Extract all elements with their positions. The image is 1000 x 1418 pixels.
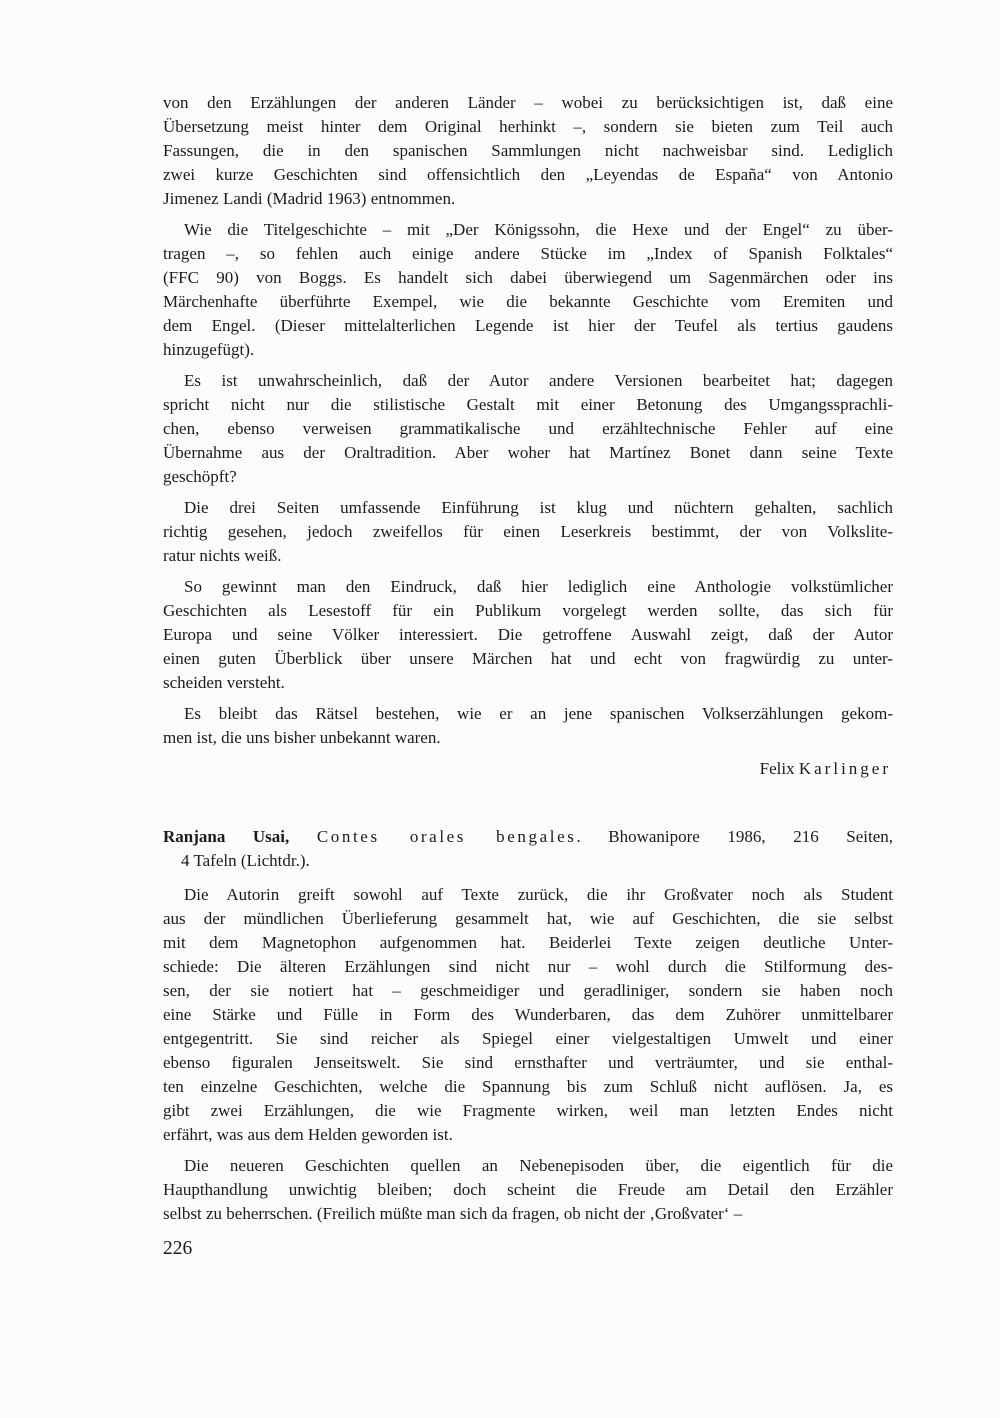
text-line: Übernahme aus der Oraltradition. Aber woher hat Martínez Bonet dann seine Texte: [163, 443, 893, 462]
book-review-heading: [163, 825, 893, 873]
signature-family-name: Karlinger: [798, 759, 891, 778]
text-line: Übersetzung meist hinter dem Original herhinkt –, sondern sie bieten zum Teil auch: [163, 117, 893, 136]
text-line: aus der mündlichen Überlieferung gesammelt hat, wie auf Geschichten, die sie selbst: [163, 909, 893, 928]
text-line: dem Engel. (Dieser mittelalterlichen Legende ist hier der Teufel als tertius gaudens: [163, 316, 893, 335]
paragraph: [163, 702, 893, 750]
text-line: So gewinnt man den Eindruck, daß hier lediglich eine Anthologie volkstümlicher: [184, 577, 893, 596]
review-title: Contes orales bengales: [316, 827, 577, 846]
text-line: selbst zu beherrschen. (Freilich müßte man sich da fragen, ob nicht der ‚Großvater‘ –: [163, 1204, 743, 1223]
page-number: 226: [163, 1238, 193, 1259]
text-line: gibt zwei Erzählungen, die wie Fragmente wirken, weil man letzten Endes nicht: [163, 1101, 893, 1120]
review-imprint: . Bhowanipore 1986, 216 Seiten,: [576, 827, 894, 846]
signature-given-name: Felix: [759, 759, 795, 778]
text-line: scheiden versteht.: [163, 673, 285, 692]
text-line: von den Erzählungen der anderen Länder – wobei zu berücksichtigen ist, daß eine: [163, 93, 893, 112]
text-line: Jimenez Landi (Madrid 1963) entnommen.: [163, 189, 456, 208]
text-line: richtig gesehen, jedoch zweifellos für einen Leserkreis bestimmt, der von Volkslite-: [163, 522, 893, 541]
paragraph: [163, 496, 893, 568]
review-heading-continuation: 4 Tafeln (Lichtdr.).: [181, 851, 310, 870]
text-line: Fassungen, die in den spanischen Sammlungen nicht nachweisbar sind. Lediglich: [163, 141, 893, 160]
text-line: chen, ebenso verweisen grammatikalische und erzähltechnische Fehler auf eine: [163, 419, 893, 438]
text-line: zwei kurze Geschichten sind offensichtlich den „Leyendas de España“ von Antonio: [163, 165, 893, 184]
text-line: einen guten Überblick über unsere Märchen hat und echt von fragwürdig zu unter-: [163, 649, 893, 668]
text-line: men ist, die uns bisher unbekannt waren.: [163, 728, 441, 747]
text-line: mit dem Magnetophon aufgenommen hat. Beiderlei Texte zeigen deutliche Unter-: [163, 933, 893, 952]
paragraph: [163, 218, 893, 362]
text-line: (FFC 90) von Boggs. Es handelt sich dabei überwiegend um Sagenmärchen oder ins: [163, 268, 893, 287]
text-line: eine Stärke und Fülle in Form des Wunderbaren, das dem Zuhörer unmittelbarer: [163, 1005, 893, 1024]
text-line: schiede: Die älteren Erzählungen sind nicht nur – wohl durch die Stilformung des-: [163, 957, 893, 976]
text-line: Märchenhafte überführte Exempel, wie die bekannte Geschichte vom Eremiten und: [163, 292, 893, 311]
text-line: ebenso figuralen Jenseitswelt. Sie sind ernsthafter und verträumter, und sie enthal-: [163, 1053, 893, 1072]
paragraph: [163, 575, 893, 695]
text-line: Die drei Seiten umfassende Einführung ist klug und nüchtern gehalten, sachlich: [184, 498, 893, 517]
text-line: Geschichten als Lesestoff für ein Publikum vorgelegt werden sollte, das sich für: [163, 601, 893, 620]
text-line: Europa und seine Völker interessiert. Die getroffene Auswahl zeigt, daß der Autor: [163, 625, 893, 644]
paragraph: [163, 1154, 893, 1226]
text-line: ratur nichts weiß.: [163, 546, 282, 565]
review-author: Ranjana Usai,: [163, 827, 290, 846]
text-block: [163, 91, 893, 1233]
text-line: Die Autorin greift sowohl auf Texte zurück, die ihr Großvater noch als Student: [184, 885, 893, 904]
text-line: Es ist unwahrscheinlich, daß der Autor andere Versionen bearbeitet hat; dagegen: [184, 371, 893, 390]
text-line: sen, der sie notiert hat – geschmeidiger und geradliniger, sondern sie haben noch: [163, 981, 893, 1000]
text-line: Haupthandlung unwichtig bleiben; doch scheint die Freude am Detail den Erzähler: [163, 1180, 893, 1199]
text-line: Es bleibt das Rätsel bestehen, wie er an jene spanischen Volkserzählungen gekom-: [184, 704, 893, 723]
reviewer-signature: [163, 757, 891, 781]
review-heading-line: [163, 825, 893, 849]
text-line: tragen –, so fehlen auch einige andere Stücke im „Index of Spanish Folktales“: [163, 244, 893, 263]
text-line: ten einzelne Geschichten, welche die Spannung bis zum Schluß nicht auflösen. Ja, es: [163, 1077, 893, 1096]
paragraph: [163, 369, 893, 489]
text-line: hinzugefügt).: [163, 340, 255, 359]
paragraph: [163, 883, 893, 1147]
text-line: erfährt, was aus dem Helden geworden ist.: [163, 1125, 453, 1144]
text-line: spricht nicht nur die stilistische Gestalt mit einer Betonung des Umgangssprachli-: [163, 395, 893, 414]
text-line: Die neueren Geschichten quellen an Nebenepisoden über, die eigentlich für die: [184, 1156, 893, 1175]
paragraph: [163, 91, 893, 211]
text-line: geschöpft?: [163, 467, 237, 486]
text-line: Wie die Titelgeschichte – mit „Der Königssohn, die Hexe und der Engel“ zu über-: [184, 220, 893, 239]
text-line: entgegentritt. Sie sind reicher als Spiegel einer vielgestaltigen Umwelt und einer: [163, 1029, 893, 1048]
